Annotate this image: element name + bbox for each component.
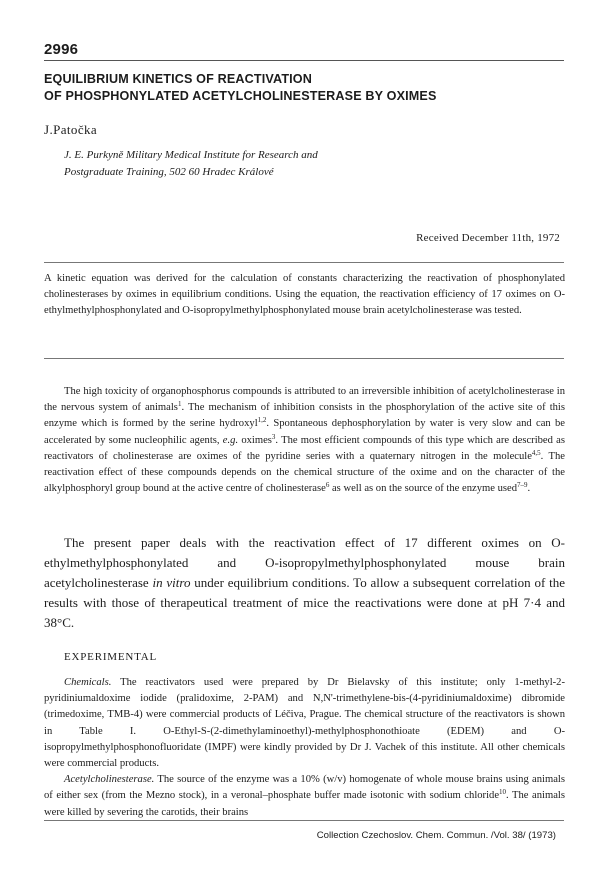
text-run: . The most efficient compounds of this type which are described as reactivators of cholinesterase are oximes of the pyridine series with a quaternary nitrogen in the molecule <box>44 434 565 462</box>
text-run: The present paper deals with the reactivation effect of 17 different oximes on O-ethylmethylphosphonylated and O-isopropylmethylphosphonylated mouse brain acetylcholinesterase <box>44 535 565 590</box>
abstract: A kinetic equation was derived for the calculation of constants characterizing the reactivation of phosphonylated cholinesterases by oximes in equilibrium conditions. Using the equation, the reactivation efficiency of 17 oximes on O-ethylmethylphosphonylated and O-isopropylmethylphosphonylated mouse brain acetylcholinesterase was tested. <box>44 273 565 317</box>
italic-term: in vitro <box>152 575 191 590</box>
text-run: . The mechanism of inhibition consists in the phosphorylation of the active site of this enzyme which is formed by the serine hydroxyl <box>44 402 565 430</box>
affiliation-line-1: J. E. Purkyně Military Medical Institute for Research and <box>64 149 318 161</box>
author-name: J.Patočka <box>44 122 98 137</box>
intro-text <box>44 384 565 497</box>
received-date: Received December 11th, 1972 <box>416 232 560 244</box>
text-run: The high toxicity of organophosphorus compounds is attributed to an irreversible inhibition of acetylcholinesterase in the nervous system of animals <box>44 386 565 414</box>
abstract-bottom-rule <box>44 358 564 359</box>
journal-footer: Collection Czechoslov. Chem. Commun. /Vol. 38/ (1973) <box>316 830 556 841</box>
text-run: as well as on the source of the enzyme used <box>329 483 518 495</box>
reference-marker: 1 <box>177 400 182 409</box>
text-run: oximes <box>238 434 272 446</box>
intro-paragraph <box>44 384 565 497</box>
reference-marker: 6 <box>325 481 330 490</box>
experimental-body <box>44 675 565 821</box>
author-affiliation <box>64 147 564 181</box>
italic-abbreviation: e.g. <box>222 434 239 446</box>
chemicals-paragraph <box>44 675 565 772</box>
aim-paragraph <box>44 533 565 633</box>
text-run: The source of the enzyme was a 10% (w/v) homogenate of whole mouse brains using animals of either sex (from the Mezno stock), in a veronal–phosphate buffer made isotonic with sodium chloride <box>44 774 565 802</box>
reference-marker: 7–9 <box>517 481 528 490</box>
text-run: . <box>527 483 531 495</box>
footer-rule <box>44 820 564 821</box>
reference-marker: 1,2 <box>257 416 267 425</box>
title-line-2: OF PHOSPHONYLATED ACETYLCHOLINESTERASE BY OXIMES <box>44 89 437 103</box>
section-heading-experimental: EXPERIMENTAL <box>64 651 158 663</box>
reference-marker: 10 <box>499 788 507 797</box>
text-run: . Spontaneous dephosphorylation by water is very slow and can be accelerated by some nucleophilic agents, <box>44 418 565 446</box>
paragraph-label: Chemicals. <box>64 677 112 688</box>
article-title <box>44 71 574 105</box>
abstract-top-rule <box>44 262 564 263</box>
header-rule <box>44 60 564 61</box>
text-run: . The animals were killed by severing the carotids, their brains <box>44 790 565 818</box>
text-run: under equilibrium conditions. To allow a subsequent correlation of the results with those of therapeutical treatment of mice the reactivations were done at pH 7·4 and 38°C. <box>44 575 565 630</box>
page-number: 2996 <box>44 41 79 58</box>
affiliation-line-2: Postgraduate Training, 502 60 Hradec Králové <box>64 166 274 178</box>
reference-marker: 3 <box>271 432 276 441</box>
acetylcholinesterase-paragraph <box>44 772 565 821</box>
reference-marker: 4,5 <box>531 448 541 457</box>
text-run: . The reactivation effect of these compounds depends on the chemical structure of the oxime and on the character of the alkylphosphoryl group bound at the active centre of cholinesterase <box>44 450 565 495</box>
paragraph-label: Acetylcholinesterase. <box>64 774 155 786</box>
text-run: The reactivators used were prepared by Dr Bielavsky of this institute; only 1-methyl-2-pyridiniumaldoxime iodide (pralidoxime, 2-PAM) and N,N'-trimethylene-bis-(4-pyridiniumaldoxime) dibromide (trimedoxime, TMB-4) were commercial products of Léčiva, Prague. The chemical structure of the reactivators is shown in Table I. O-Ethyl-S-(2-dimethylaminoethyl)-methylphosphonothioate (EDEM) and O-isopropylmethylphosphonofluoridate (IMPF) were kindly provided by Dr J. Vachek of this institute. All other chemicals were commercial products. <box>44 677 565 770</box>
title-line-1: EQUILIBRIUM KINETICS OF REACTIVATION <box>44 72 312 86</box>
